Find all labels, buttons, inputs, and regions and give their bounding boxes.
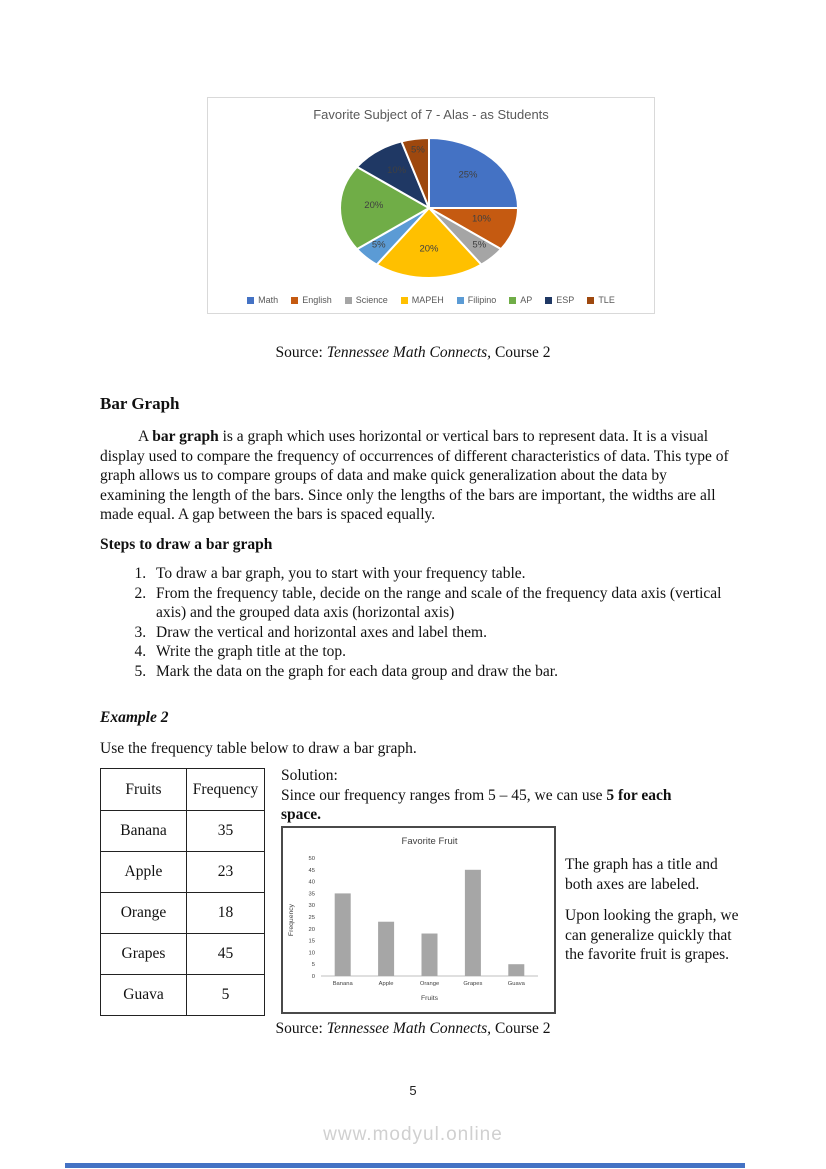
legend-swatch-icon — [345, 297, 352, 304]
table-cell: Guava — [101, 975, 187, 1016]
graph-note-1: The graph has a title and both axes are labeled. — [565, 856, 718, 893]
source-label: Source: — [275, 1020, 327, 1037]
legend-label: Math — [258, 295, 279, 305]
table-cell: 45 — [187, 934, 265, 975]
table-cell: 35 — [187, 811, 265, 852]
bar-graph-intro-paragraph — [100, 427, 730, 525]
solution-bold-line2: space. — [281, 806, 322, 823]
solution-sentence: Since our frequency ranges from 5 – 45, we can use — [281, 786, 607, 804]
section-heading-bar-graph: Bar Graph — [100, 394, 180, 413]
solution-text — [281, 786, 733, 825]
table-cell: 23 — [187, 852, 265, 893]
y-tick-label: 0 — [311, 974, 315, 980]
pie-slice-label: 5% — [371, 239, 386, 251]
pie-svg — [208, 122, 654, 286]
y-tick-label: 20 — [308, 926, 315, 933]
y-tick-label: 10 — [308, 950, 315, 957]
table-row — [101, 975, 265, 1016]
bar-chart — [281, 826, 556, 1014]
y-tick-label: 40 — [308, 879, 315, 886]
y-tick-label: 35 — [308, 891, 315, 898]
y-tick-label: 5 — [311, 962, 315, 969]
source-rest: Course 2 — [491, 344, 551, 361]
source-work-title: Tennessee Math Connects, — [326, 1020, 492, 1037]
y-tick-label: 30 — [308, 903, 315, 910]
table-cell: 5 — [187, 975, 265, 1016]
legend-item-tle — [587, 295, 615, 305]
pie-slice-label: 5% — [411, 144, 425, 156]
footer-accent-bar — [65, 1163, 745, 1168]
table-header-cell: Frequency — [187, 769, 265, 811]
bar-grapes — [465, 870, 481, 976]
legend-swatch-icon — [545, 297, 552, 304]
steps-heading: Steps to draw a bar graph — [100, 536, 273, 553]
legend-label: Science — [355, 295, 388, 305]
page-number: 5 — [409, 1083, 417, 1098]
table-header-row — [101, 769, 265, 811]
solution-label: Solution: — [281, 767, 338, 784]
x-axis-title: Fruits — [421, 995, 438, 1002]
source-work-title: Tennessee Math Connects, — [326, 344, 492, 361]
table-cell: Apple — [101, 852, 187, 893]
steps-list — [126, 564, 726, 681]
pie-slice-label: 25% — [458, 169, 478, 181]
legend-swatch-icon — [587, 297, 594, 304]
legend-item-english — [291, 295, 332, 305]
step-item: 2. From the frequency table, decide on the range and scale of the frequency data axis (vertical axis) and the grouped data axis (horizontal axis) — [150, 584, 726, 623]
legend-label: MAPEH — [411, 295, 444, 305]
watermark: www.modyul.online — [323, 1124, 503, 1145]
example-instruction: Use the frequency table below to draw a bar graph. — [100, 740, 417, 757]
x-category-label: Guava — [507, 981, 525, 987]
pie-slice-label: 10% — [387, 164, 407, 176]
intro-lead: A — [138, 428, 153, 445]
legend-swatch-icon — [457, 297, 464, 304]
table-cell: Grapes — [101, 934, 187, 975]
table-body — [101, 811, 265, 1016]
x-category-label: Orange — [419, 981, 440, 987]
legend-item-math — [247, 295, 278, 305]
table-row — [101, 852, 265, 893]
legend-label: ESP — [556, 295, 575, 305]
table-cell: Banana — [101, 811, 187, 852]
table-row — [101, 934, 265, 975]
solution-block — [281, 766, 733, 825]
x-category-label: Grapes — [463, 981, 483, 987]
legend-label: Filipino — [467, 295, 497, 305]
step-item: 4. Write the graph title at the top. — [150, 642, 726, 662]
source-caption-bottom — [100, 1020, 726, 1038]
bar-apple — [378, 922, 394, 976]
solution-bold-inline: 5 for each — [606, 786, 672, 804]
source-rest: Course 2 — [491, 1020, 551, 1037]
y-tick-label: 15 — [308, 938, 315, 945]
table-row — [101, 893, 265, 934]
pie-slice-label: 5% — [472, 239, 487, 251]
bar-chart-title: Favorite Fruit — [401, 836, 458, 847]
legend-swatch-icon — [291, 297, 298, 304]
table-cell: 18 — [187, 893, 265, 934]
table-cell: Orange — [101, 893, 187, 934]
example-heading: Example 2 — [100, 709, 169, 726]
table-row — [101, 811, 265, 852]
graph-notes — [565, 855, 745, 965]
legend-item-esp — [545, 295, 574, 305]
intro-bold-term: bar graph — [152, 428, 219, 445]
pie-chart-title: Favorite Subject of 7 - Alas - as Students — [313, 107, 549, 122]
step-item: 3. Draw the vertical and horizontal axes and label them. — [150, 623, 726, 643]
step-item: 5. Mark the data on the graph for each data group and draw the bar. — [150, 662, 726, 682]
legend-item-mapeh — [401, 295, 444, 305]
legend-item-filipino — [457, 295, 497, 305]
legend-label: AP — [520, 295, 533, 305]
y-tick-label: 45 — [308, 867, 315, 874]
intro-rest: is a graph which uses horizontal or vertical bars to represent data. It is a visual display used to compare the frequency of occurrences of different characteristics of data. This type of graph allows us to compare groups of data and make quick generalization about the data by examining the length of the bars. Since only the lengths of the bars are important, the widths are all made equal. A gap between the bars is spaced equally. — [100, 428, 729, 523]
source-caption-top — [100, 344, 726, 362]
pie-chart — [207, 97, 655, 314]
legend-item-ap — [509, 295, 532, 305]
y-axis-title: Frequency — [288, 903, 295, 937]
bar-guava — [508, 964, 524, 976]
bar-banana — [335, 893, 351, 976]
y-tick-label: 25 — [308, 915, 315, 921]
legend-label: TLE — [598, 295, 615, 305]
legend-swatch-icon — [247, 297, 254, 304]
step-item: 1. To draw a bar graph, you to start with your frequency table. — [150, 564, 726, 584]
legend-label: English — [302, 295, 332, 305]
legend-item-science — [345, 295, 388, 305]
x-category-label: Banana — [332, 981, 353, 987]
legend-swatch-icon — [401, 297, 408, 304]
bar-svg — [283, 828, 554, 1012]
legend-swatch-icon — [509, 297, 516, 304]
pie-slice-label: 10% — [471, 213, 492, 225]
y-tick-label: 50 — [308, 856, 315, 862]
pie-slice-label: 20% — [364, 200, 384, 211]
pie-slice-label: 20% — [419, 243, 439, 255]
bar-orange — [422, 934, 438, 976]
pie-legend — [208, 295, 654, 305]
x-category-label: Apple — [378, 981, 394, 987]
graph-note-2: Upon looking the graph, we can generalize quickly that the favorite fruit is grapes. — [565, 907, 739, 963]
table-header-cell: Fruits — [101, 769, 187, 811]
source-label: Source: — [275, 344, 327, 361]
frequency-table — [100, 768, 265, 1016]
